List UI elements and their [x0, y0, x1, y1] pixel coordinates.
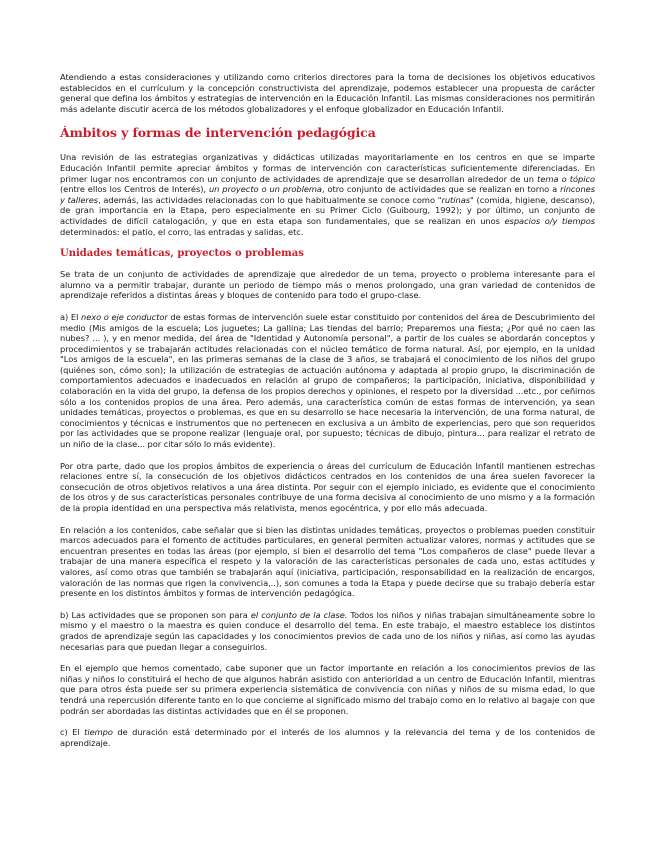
contenidos-paragraph: En relación a los contenidos, cabe señalar que si bien las distintas unidades temáticas, proyectos o problemas pueden constituir marcos adecuados para el fomento de actitudes particulares, en general permiten actualizar valores, normas y actitudes que se encuentran presentes en todas las áreas (por ejemplo, si bien el desarrollo del tema "Los compañeros de clase" puede llevar a trabajar de una manera específica el respeto y la valoración de las características personales de cada uno, estas actitudes y valores, así como otras que también se trabajarán aquí (iniciativa, participación, responsabilidad en la realización de encargos, valoración de las normas que rigen la convivencia,..), son comunes a toda la Etapa y puede decirse que su trabajo debería estar presente en los distintos ámbitos y formas de intervención pedagógica. [60, 524, 595, 599]
emphasis-conjunto-clase: el conjunto de la clase. [250, 609, 348, 620]
ejemplo-paragraph: En el ejemplo que hemos comentado, cabe suponer que un factor importante en relación a los conocimientos previos de las niñas y niños lo constituirá el hecho de que algunos habrán asistido con anterioridad a un centro de Educación Infantil, mientras que para otros ésta puede ser su primera experiencia sistemática de convivencia con niñas y niños de su misma edad, lo que tendrá una repercusión diferente tanto en lo que concierne al significado mismo del trabajo como en lo relativo al bagaje con que podrán ser abordadas las distintas actividades que en él se proponen. [60, 663, 595, 716]
section-title-unidades: Unidades temáticas, proyectos o problemas [60, 248, 304, 260]
emphasis-tiempo: tiempo [84, 727, 113, 738]
emphasis-rutinas: rutinas [441, 194, 471, 205]
section-title-ambitos: Ámbitos y formas de intervención pedagógica [60, 125, 376, 141]
relaciones-areas-paragraph: Por otra parte, dado que los propios ámbitos de experiencia o áreas del currículum de Educación Infantil mantienen estrechas relaciones entre sí, la consecución de los objetivos didácticos centrados en los contenidos de una área suelen favorecer la consecución de otros objetivos relativos a una área distinta. Por seguir con el ejemplo iniciado, es evidente que el conocimiento de los otros y de sus características personales contribuye de una forma decisiva al conocimiento de uno mismo y a la formación de la propia identidad en una perspectiva más relativista, menos egocéntrica, y por ello más adecuada. [60, 460, 595, 513]
emphasis-tema-topico: tema o tópico [537, 173, 596, 184]
emphasis-rincones-talleres: rincones y talleres [60, 184, 595, 205]
intro-paragraph: Atendiendo a estas consideraciones y utilizando como criterios directores para la toma de decisiones los objetivos educativos establecidos en el currículum y la concepción constructivista del aprendizaje, podemos establecer una propuesta de carácter general que defina los ámbitos y estrategias de intervención en la Educación Infantil. Las mismas consideraciones nos permitirán más adelante discutir acerca de los métodos globalizadores y el enfoque globalizador en Educación Infantil. [60, 72, 595, 114]
point-c-paragraph: c) El tiempo de duración está determinado por el interés de los alumnos y la relevancia del tema y de los contenidos de aprendizaje. [60, 727, 596, 748]
unidades-intro-paragraph: Se trata de un conjunto de actividades de aprendizaje que alrededor de un tema, proyecto o problema interesante para el alumno va a permitir trabajar, durante un periodo de tiempo más o menos prolongado, una gran variedad de contenidos de aprendizaje referidos a distintas áreas y bloques de contenido para todo el grupo-clase. [60, 269, 595, 301]
emphasis-espacios-tiempos: espacios o/y tiempos [504, 215, 595, 226]
emphasis-nexo-eje: nexo o eje conductor [80, 311, 168, 322]
emphasis-proyecto-problema: un proyecto o un problema [208, 184, 322, 195]
point-b-paragraph: b) Las actividades que se proponen son para el conjunto de la clase. Todos los niños y niñas trabajan simultáneamente sobre lo mismo y el maestro o la maestra es quien conduce el desarrollo del tema. En este trabajo, el maestro establece los distintos grados de aprendizaje según las capacidades y los conocimientos previos de cada uno de los niños y niñas, así como las ayudas necesarias para que puedan llegar a conseguirlos. [60, 609, 595, 652]
ambitos-paragraph: Una revisión de las estrategias organizativas y didácticas utilizadas mayoritariamente en los centros en que se imparte Educación Infantil permite apreciar ámbitos y formas de intervención con características suficientemente diferenciadas. En primer lugar nos encontramos con un conjunto de actividades de aprendizaje que se desarrollan alrededor de un tema o tópico (entre ellos los Centros de Interés), un proyecto o un problema, otro conjunto de actividades que se realizan en torno a rincones y talleres, además, las actividades relacionadas con lo que habitualmente se conoce como "rutinas" (comida, higiene, descanso), de gran importancia en la Etapa, pero especialmente en su Primer Ciclo (Guibourg, 1992); y por último, un conjunto de actividades de difícil catalogación, y que en esta etapa son fundamentales, que se realizan en unos espacios o/y tiempos determinados: el patio, el corro, las entradas y salidas, etc. [60, 152, 596, 237]
point-a-paragraph: a) El nexo o eje conductor de estas formas de intervención suele estar constituido por contenidos del área de Descubrimiento del medio (Mis amigos de la escuela; Los juguetes; La gallina; Las tiendas del barrio; Preparemos una fiesta; ¿Por qué no caen las nubes? ... ), y en menor medida, del área de "Identidad y Autonomía personal", a partir de los cuales se abordarán conceptos y procedimientos y se trabajarán actitudes relacionadas con el núcleo temático de forma natural. Así, por ejemplo, en la unidad "Los amigos de la escuela", en las primeras semanas de la clase de 3 años, se trabajará el conocimiento de los niños del grupo (quiénes son, cómo son); la utilización de estrategias de actuación autónoma y adaptada al propio grupo, la discriminación de comportamientos adecuados e inadecuados en relación al grupo de compañeros; la participación, iniciativa, disponibilidad y colaboración en la vida del grupo, la defensa de los propios derechos y opiniones, el respeto por la diversidad ...etc., por ceñirnos sólo a los contenidos propios de una área. Pero además, una característica común de estas formas de intervención, ya sean unidades temáticas, proyectos o problemas, es que en su desarrollo se hace necesaria la intervención, de una forma natural, de conocimientos y técnicas e instrumentos que no pertenecen en exclusiva a un ámbito de experiencias, pero que son requeridos por las actividades que se propone realizar (lenguaje oral, por supuesto; técnicas de dibujo, pintura... para realizar el retrato de un niño de la clase... por citar sólo lo más evidente). [60, 311, 596, 450]
